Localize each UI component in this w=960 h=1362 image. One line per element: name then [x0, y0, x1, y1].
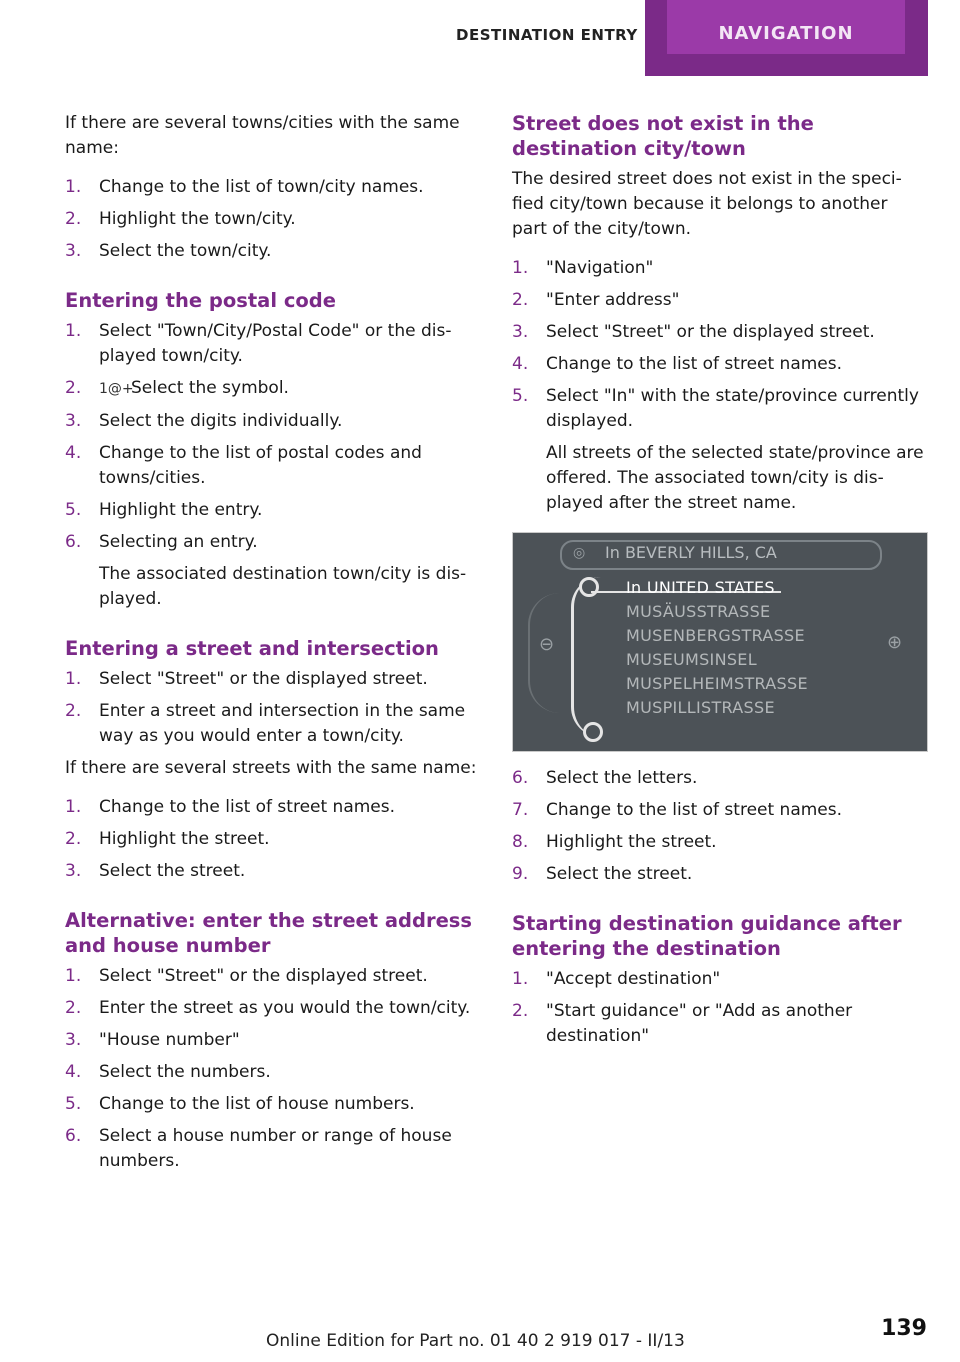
step-text: "Start guidance" or "Add as another destination"	[546, 1001, 853, 1046]
step-text: Change to the list of town/city names.	[99, 177, 424, 197]
step-number: 2.	[512, 290, 529, 310]
street-intersection-heading: Entering a street and intersection	[65, 637, 439, 660]
compass-icon: ◎	[573, 545, 586, 561]
step-text: Select a house number or range of house numbers.	[99, 1126, 452, 1171]
list-item	[512, 384, 926, 516]
start-guidance-steps	[512, 967, 926, 1049]
step-text: Select the numbers.	[99, 1062, 271, 1082]
step-text: "House number"	[99, 1030, 240, 1050]
step-number: 5.	[65, 500, 82, 520]
step-text: Select the symbol.	[131, 378, 289, 398]
list-item	[512, 830, 926, 855]
step-text: Select "Town/City/Postal Code" or the dis‐ played town/city.	[99, 321, 452, 366]
screen-list-item: MUSEUMSINSEL	[626, 650, 757, 669]
step-number: 3.	[512, 322, 529, 342]
step-number: 1.	[65, 797, 82, 817]
navigation-screen-image	[512, 532, 928, 752]
step-text: Highlight the entry.	[99, 500, 263, 520]
list-item	[512, 999, 926, 1049]
screen-list-item: MUSPELHEIMSTRASSE	[626, 674, 808, 693]
step-text: Enter the street as you would the town/city.	[99, 998, 471, 1018]
street-not-exist-steps	[512, 256, 926, 516]
street-not-exist-heading: Street does not exist in the destination city/town	[512, 112, 814, 160]
step-text: Highlight the town/city.	[99, 209, 296, 229]
list-item	[65, 239, 479, 264]
step-number: 6.	[65, 1126, 82, 1146]
list-item	[65, 1060, 479, 1085]
screen-list-item: MUSÄUSSTRASSE	[626, 602, 771, 621]
list-item	[65, 1092, 479, 1117]
list-item	[65, 964, 479, 989]
list-item	[65, 498, 479, 523]
step-text: Select the letters.	[546, 768, 698, 788]
step-text: Select the street.	[546, 864, 693, 884]
step-text: Select "Street" or the displayed street.	[99, 669, 428, 689]
step-number: 3.	[65, 241, 82, 261]
list-item	[65, 996, 479, 1021]
postal-code-symbol-icon: 1@+	[99, 381, 134, 397]
left-column	[65, 111, 479, 1181]
right-column	[512, 111, 926, 1056]
street-steps	[65, 667, 479, 749]
start-guidance-heading: Starting destination guidance after entering the destination	[512, 912, 902, 960]
step-number: 3.	[65, 861, 82, 881]
header-section-title: DESTINATION ENTRY	[456, 26, 638, 44]
screen-bottom-knob	[583, 722, 603, 742]
step-number: 4.	[512, 354, 529, 374]
screen-list-item-selected: In UNITED STATES	[626, 578, 775, 597]
step-number: 4.	[65, 443, 82, 463]
step-subtext: All streets of the selected state/province are offered. The associated town/city is dis‐ played after the street name.	[546, 443, 924, 513]
step-text: Select the street.	[99, 861, 246, 881]
step-text: Change to the list of street names.	[546, 354, 843, 374]
step-number: 2.	[65, 829, 82, 849]
step-number: 1.	[65, 177, 82, 197]
step-number: 1.	[512, 969, 529, 989]
list-item	[65, 409, 479, 434]
list-item	[512, 967, 926, 992]
step-number: 2.	[65, 998, 82, 1018]
street-not-exist-body: The desired street does not exist in the speci‐ fied city/town because it belongs to another part of the city/town.	[512, 169, 902, 239]
step-text: Change to the list of street names.	[99, 797, 396, 817]
list-item	[65, 859, 479, 884]
step-number: 2.	[65, 701, 82, 721]
list-item	[65, 699, 479, 749]
list-item	[65, 530, 479, 612]
list-item	[65, 795, 479, 820]
list-item	[512, 798, 926, 823]
screen-list-item: MUSENBERGSTRASSE	[626, 626, 805, 645]
list-item	[512, 256, 926, 281]
step-number: 9.	[512, 864, 529, 884]
list-item	[512, 766, 926, 791]
step-number: 1.	[65, 966, 82, 986]
list-item	[65, 207, 479, 232]
step-text: Select "In" with the state/province currently displayed.	[546, 386, 919, 431]
intro-text: If there are several towns/cities with the same name:	[65, 113, 460, 158]
step-text: Change to the list of street names.	[546, 800, 843, 820]
forward-arrow-icon: ⊕	[887, 632, 903, 653]
step-text: Highlight the street.	[99, 829, 270, 849]
list-item	[65, 1028, 479, 1053]
list-item	[512, 352, 926, 377]
step-text: "Accept destination"	[546, 969, 721, 989]
step-text: Select the digits individually.	[99, 411, 343, 431]
screen-top-knob	[579, 577, 599, 597]
step-number: 2.	[65, 209, 82, 229]
step-number: 6.	[65, 532, 82, 552]
screen-bar-text: In BEVERLY HILLS, CA	[605, 543, 777, 562]
step-number: 2.	[512, 1001, 529, 1021]
list-item	[512, 862, 926, 887]
step-text: Change to the list of postal codes and towns/cities.	[99, 443, 422, 488]
list-item	[65, 376, 479, 402]
step-text: Select "Street" or the displayed street.	[546, 322, 875, 342]
step-subtext: The associated destination town/city is dis‐ played.	[99, 564, 467, 609]
step-number: 4.	[65, 1062, 82, 1082]
step-number: 3.	[65, 1030, 82, 1050]
step-number: 2.	[65, 378, 82, 398]
list-item	[512, 320, 926, 345]
step-text: Selecting an entry.	[99, 532, 258, 552]
screen-selection-arc	[571, 577, 604, 737]
screen-list-item: MUSPILLISTRASSE	[626, 698, 775, 717]
step-text: Highlight the street.	[546, 832, 717, 852]
step-text: Change to the list of house numbers.	[99, 1094, 415, 1114]
intro-steps	[65, 175, 479, 264]
alternative-address-heading: Alternative: enter the street address and house number	[65, 909, 473, 957]
step-number: 1.	[65, 669, 82, 689]
postal-code-steps	[65, 319, 479, 612]
step-number: 6.	[512, 768, 529, 788]
step-number: 8.	[512, 832, 529, 852]
street-not-exist-steps-2	[512, 766, 926, 887]
step-number: 1.	[512, 258, 529, 278]
list-item	[65, 1124, 479, 1174]
step-number: 3.	[65, 411, 82, 431]
street-note: If there are several streets with the same name:	[65, 758, 477, 778]
step-number: 5.	[65, 1094, 82, 1114]
step-text: "Enter address"	[546, 290, 680, 310]
step-number: 1.	[65, 321, 82, 341]
step-number: 7.	[512, 800, 529, 820]
list-item	[65, 667, 479, 692]
list-item	[65, 175, 479, 200]
step-text: Enter a street and intersection in the same way as you would enter a town/city.	[99, 701, 466, 746]
back-arrow-icon: ⊖	[539, 634, 555, 655]
header-chapter-label[interactable]: NAVIGATION	[667, 0, 905, 54]
postal-code-heading: Entering the postal code	[65, 289, 336, 312]
list-item	[512, 288, 926, 313]
street-steps-2	[65, 795, 479, 884]
list-item	[65, 827, 479, 852]
step-text: Select the town/city.	[99, 241, 272, 261]
page-number: 139	[881, 1316, 927, 1341]
list-item	[65, 319, 479, 369]
footer-edition: Online Edition for Part no. 01 40 2 919 017 - II/13	[266, 1331, 685, 1351]
step-text: "Navigation"	[546, 258, 654, 278]
alternative-address-steps	[65, 964, 479, 1174]
step-number: 5.	[512, 386, 529, 406]
list-item	[65, 441, 479, 491]
step-text: Select "Street" or the displayed street.	[99, 966, 428, 986]
